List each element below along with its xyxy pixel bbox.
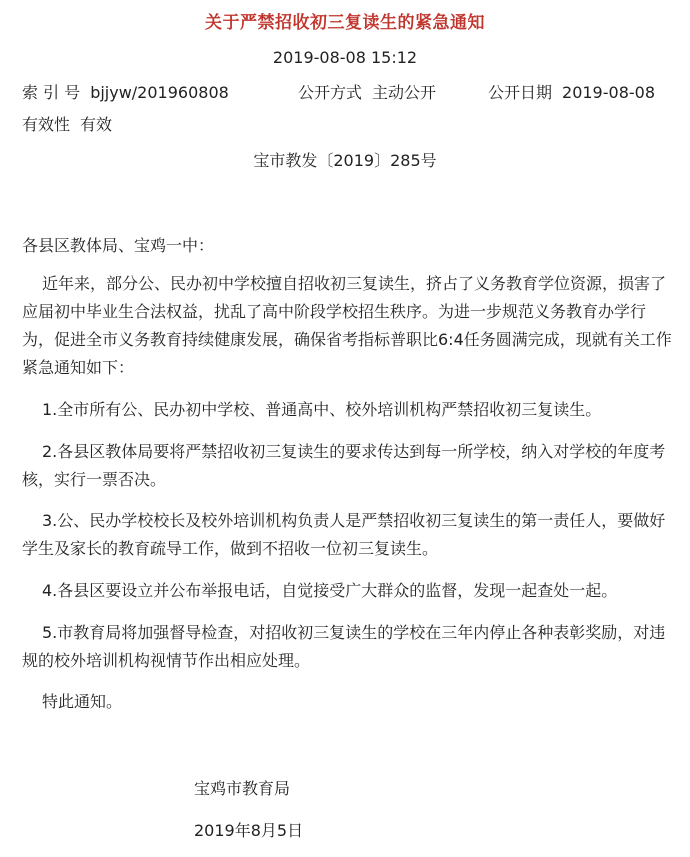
disclosure-date-label: 公开日期 [488,83,553,102]
signature-date: 2019年8月5日 [194,821,304,840]
validity-value: 有效 [80,115,113,134]
disclosure-mode-value: 主动公开 [372,83,437,102]
publish-datetime: 2019-08-08 15:12 [272,48,418,67]
signature-organization: 宝鸡市教育局 [194,779,291,798]
disclosure-mode [298,80,436,103]
validity [22,112,112,135]
paragraph-item-2: 2.各县区教体局要将严禁招收初三复读生的要求传达到每一所学校，纳入对学校的年度考核，实行一票否决。 [22,442,666,489]
document-number: 宝市教发〔2019〕285号 [253,151,437,170]
paragraph-item-3: 3.公、民办学校校长及校外培训机构负责人是严禁招收初三复读生的第一责任人，要做好学生及家长的教育疏导工作，做到不招收一位初三复读生。 [22,511,666,558]
paragraph-closing: 特此通知。 [42,692,123,711]
salutation: 各县区教体局、宝鸡一中： [22,236,215,255]
paragraph-item-5: 5.市教育局将加强督导检查，对招收初三复读生的学校在三年内停止各种表彰奖励，对违规的校外培训机构视情节作出相应处理。 [22,623,666,670]
validity-label: 有效性 [22,115,71,134]
disclosure-date-value: 2019-08-08 [562,83,655,102]
notice-title: 关于严禁招收初三复读生的紧急通知 [205,13,485,33]
paragraph-item-4: 4.各县区要设立并公布举报电话，自觉接受广大群众的监督，发现一起查处一起。 [42,581,618,600]
paragraph-intro: 近年来，部分公、民办初中学校擅自招收初三复读生，挤占了义务教育学位资源，损害了应届初中毕业生合法权益，扰乱了高中阶段学校招生秩序。为进一步规范义务教育办学行为，促进全市义务教育持续健康发展，确保省考指标普职比6:4任务圆满完成，现就有关工作紧急通知如下： [22,274,672,377]
index-number [22,80,229,103]
disclosure-date [488,80,655,103]
paragraph-item-1: 1.全市所有公、民办初中学校、普通高中、校外培训机构严禁招收初三复读生。 [42,400,602,419]
index-number-value: bjjyw/201960808 [90,83,229,102]
index-number-label: 索 引 号 [22,83,81,102]
disclosure-mode-label: 公开方式 [298,83,363,102]
